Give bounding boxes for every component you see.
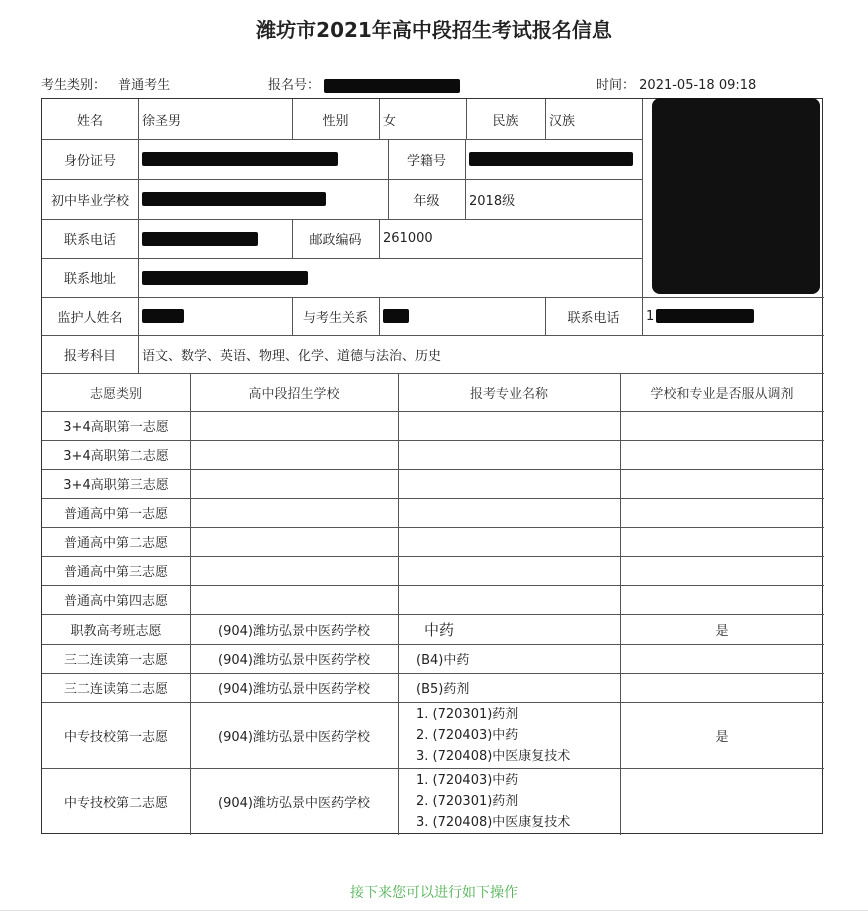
- redacted-guardian: [142, 309, 184, 323]
- address-value: [138, 258, 642, 297]
- name-label: 姓名: [76, 113, 103, 129]
- next-actions-text: 接下来您可以进行如下操作: [350, 885, 518, 901]
- student-no-label: 学籍号: [406, 153, 446, 169]
- postcode-value: 261000: [383, 231, 433, 246]
- page-title: 潍坊市2021年高中段招生考试报名信息: [256, 18, 612, 42]
- grade-label: 年级: [413, 193, 440, 209]
- choice-major: 2. (720301)药剂: [416, 793, 519, 809]
- choice-school: (904)潍坊弘景中医药学校: [218, 653, 370, 668]
- header-obey: 学校和专业是否服从调剂: [650, 386, 794, 402]
- redacted-address: [142, 271, 308, 285]
- ethnicity-value: 汉族: [549, 113, 576, 129]
- choice-major: 3. (720408)中医康复技术: [416, 748, 571, 764]
- choice-category: 3+4高职第一志愿: [63, 420, 169, 435]
- guardian-value: [138, 297, 292, 335]
- address-label: 联系地址: [63, 272, 116, 287]
- choice-category: 3+4高职第三志愿: [63, 478, 169, 493]
- header-category: 志愿类别: [89, 386, 142, 402]
- category-label: 考生类别：: [41, 78, 107, 93]
- phone-label: 联系电话: [63, 233, 116, 248]
- choice-obey: 是: [715, 729, 729, 745]
- choice-school: (904)潍坊弘景中医药学校: [218, 682, 370, 697]
- phone-value: [138, 219, 292, 258]
- guardian-phone-value: [642, 297, 824, 335]
- exam-category: [41, 74, 170, 93]
- guardian-phone-prefix: 1: [646, 308, 655, 324]
- choice-category: 职教高考班志愿: [70, 623, 162, 639]
- redacted-guardian-phone: [656, 309, 754, 323]
- ethnicity-label: 民族: [492, 113, 519, 129]
- choice-category: 三二连读第一志愿: [63, 653, 168, 668]
- header-major: 报考专业名称: [469, 386, 548, 402]
- choice-major: (B5)药剂: [416, 682, 470, 697]
- regno-label: 报名号：: [268, 78, 321, 93]
- student-no-value: [465, 139, 642, 179]
- school-label: 初中毕业学校: [50, 193, 129, 209]
- registration-number: [268, 74, 460, 93]
- choice-category: 普通高中第三志愿: [63, 565, 168, 580]
- relation-value: [379, 297, 545, 335]
- relation-label: 与考生关系: [302, 310, 368, 326]
- choice-category: 普通高中第一志愿: [63, 507, 168, 522]
- choice-major: 3. (720408)中医康复技术: [416, 814, 571, 830]
- grade-value: 2018级: [469, 193, 516, 209]
- choice-category: 中专技校第二志愿: [63, 795, 168, 811]
- choice-major: 2. (720403)中药: [416, 727, 519, 743]
- gender-label: 性别: [322, 113, 349, 129]
- choice-obey: 是: [715, 623, 729, 639]
- choice-major: 1. (720403)中药: [416, 772, 519, 788]
- divider: [0, 910, 868, 911]
- choice-school: (904)潍坊弘景中医药学校: [218, 623, 370, 639]
- guardian-phone-label: 联系电话: [567, 310, 620, 326]
- choice-school: (904)潍坊弘景中医药学校: [218, 795, 370, 811]
- redacted-student-no: [469, 152, 633, 166]
- choice-category: 普通高中第四志愿: [63, 594, 168, 609]
- category-value: 普通考生: [118, 78, 171, 93]
- redacted-phone: [142, 232, 258, 246]
- postcode-label: 邮政编码: [309, 233, 362, 248]
- choice-school: (904)潍坊弘景中医药学校: [218, 729, 370, 745]
- name-value: 徐圣男: [142, 113, 182, 129]
- redacted-relation: [383, 309, 409, 323]
- choice-category: 3+4高职第二志愿: [63, 449, 169, 464]
- header-school: 高中段招生学校: [248, 386, 340, 402]
- subjects-value: 语文、数学、英语、物理、化学、道德与法治、历史: [142, 348, 442, 364]
- time-label: 时间：: [596, 78, 636, 93]
- choice-major-list: [412, 702, 620, 768]
- guardian-label: 监护人姓名: [57, 310, 123, 326]
- time-value: 2021-05-18 09:18: [639, 78, 757, 93]
- redacted-id: [142, 152, 338, 166]
- gender-value: 女: [383, 113, 397, 129]
- choice-category: 三二连读第二志愿: [63, 682, 168, 697]
- choice-major: 中药: [424, 620, 455, 639]
- subjects-label: 报考科目: [63, 348, 116, 364]
- choice-category: 普通高中第二志愿: [63, 536, 168, 551]
- redacted-photo: [652, 98, 820, 294]
- choice-category: 中专技校第一志愿: [63, 729, 168, 745]
- choice-major: (B4)中药: [416, 653, 470, 668]
- choice-major-list: [412, 768, 620, 834]
- id-value: [138, 139, 388, 179]
- redacted-regno: [324, 79, 460, 93]
- choice-major: 1. (720301)药剂: [416, 706, 519, 722]
- school-value: [138, 179, 388, 219]
- id-label: 身份证号: [63, 153, 116, 169]
- redacted-school: [142, 192, 326, 206]
- timestamp: [596, 74, 756, 93]
